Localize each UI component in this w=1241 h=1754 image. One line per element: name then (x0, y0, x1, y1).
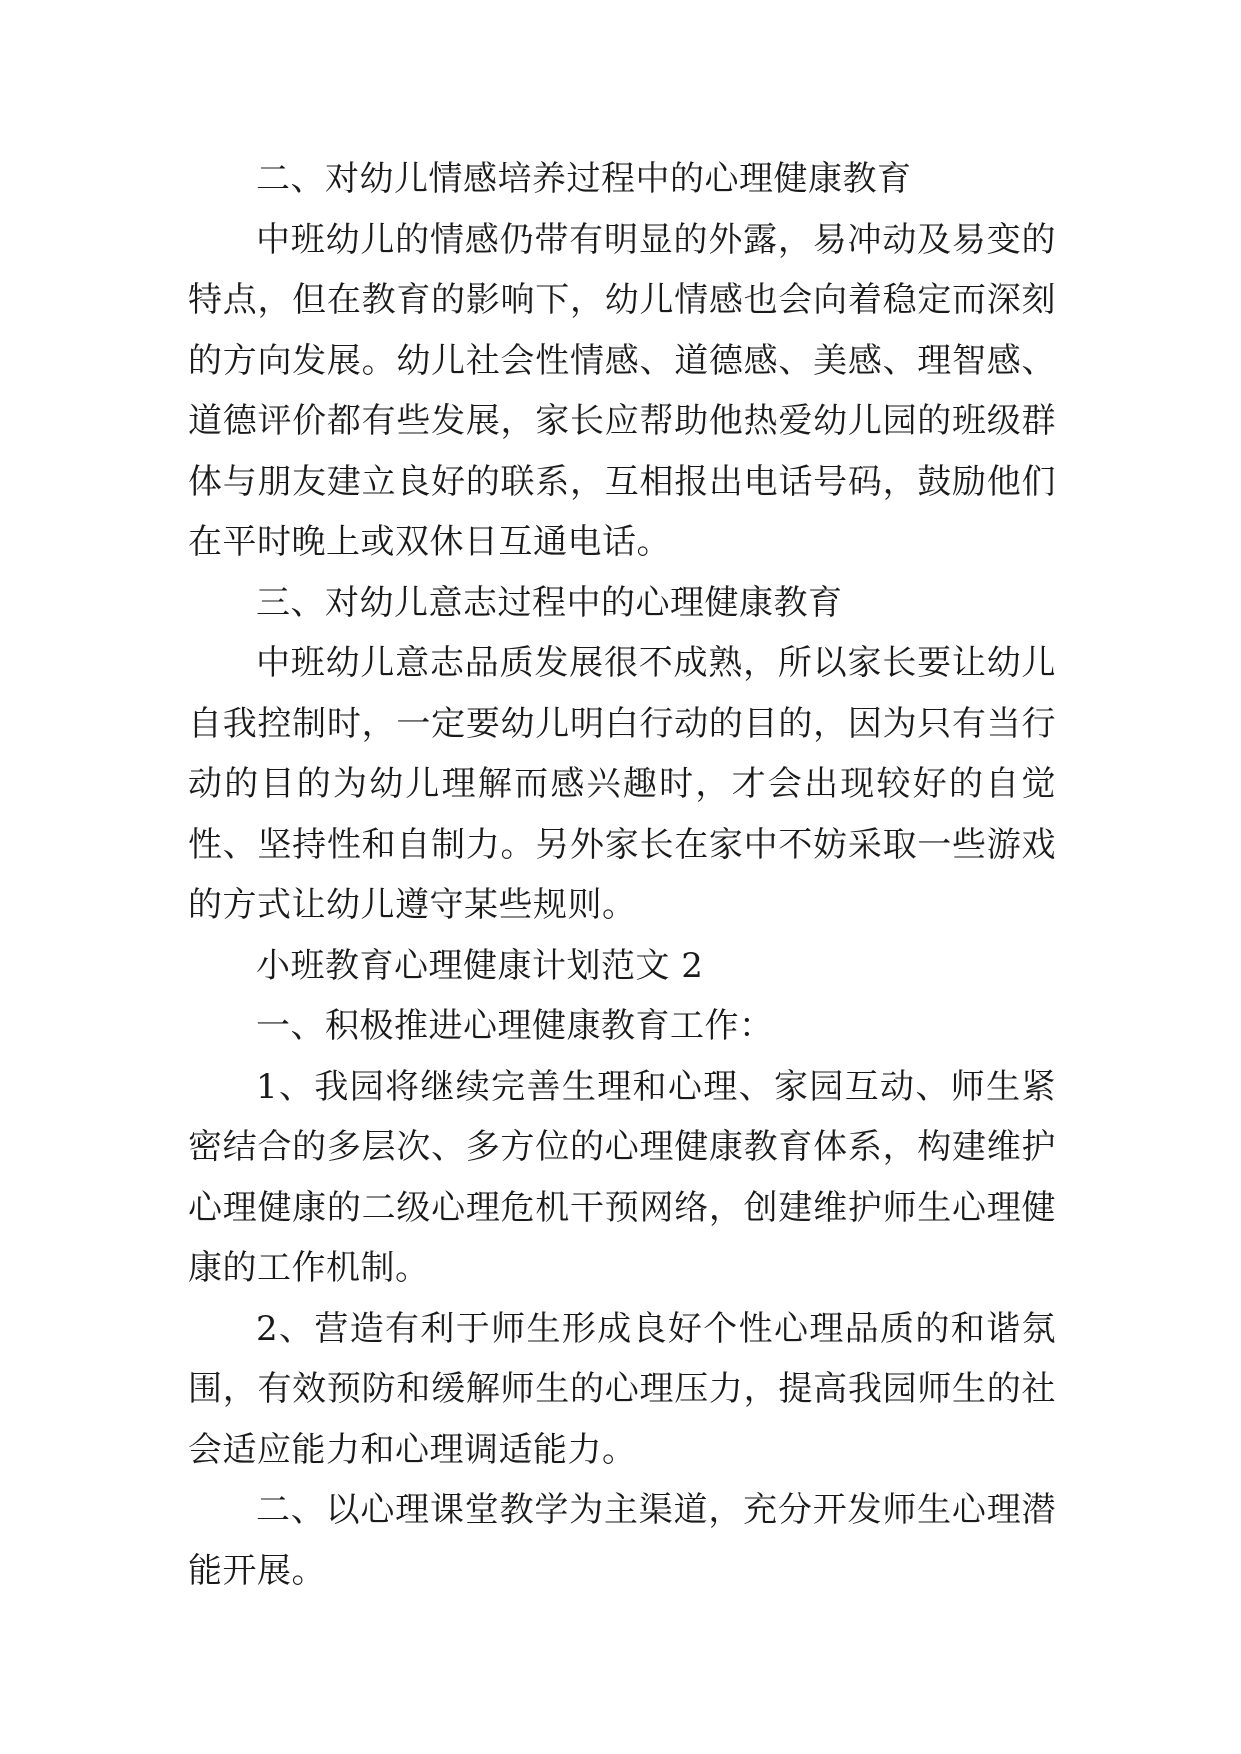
paragraph-will: 中班幼儿意志品质发展很不成熟，所以家长要让幼儿自我控制时，一定要幼儿明白行动的目的，因为只有当行动的目的为幼儿理解而感兴趣时，才会出现较好的自觉性、坚持性和自制力。另外家长在家中不妨采取一些游戏的方式让幼儿遵守某些规则。 (188, 643, 1056, 925)
paragraph-emotion: 中班幼儿的情感仍带有明显的外露，易冲动及易变的特点，但在教育的影响下，幼儿情感也会向着稳定而深刻的方向发展。幼儿社会性情感、道德感、美感、理智感、道德评价都有些发展，家长应帮助他热爱幼儿园的班级群体与朋友建立良好的联系，互相报出电话号码，鼓励他们在平时晚上或双休日互通电话。 (188, 219, 1056, 562)
document-body (188, 149, 1056, 1601)
list-item-2: 2、营造有利于师生形成良好个性心理品质的和谐氛围，有效预防和缓解师生的心理压力，提高我园师生的社会适应能力和心理调适能力。 (188, 1308, 1056, 1470)
section-heading-classroom: 二、以心理课堂教学为主渠道，充分开发师生心理潜能开展。 (188, 1490, 1056, 1591)
document-subtitle: 小班教育心理健康计划范文 2 (256, 945, 704, 986)
section-heading-will: 三、对幼儿意志过程中的心理健康教育 (256, 582, 843, 623)
section-heading-emotion: 二、对幼儿情感培养过程中的心理健康教育 (256, 159, 912, 199)
section-heading-promote: 一、积极推进心理健康教育工作： (256, 1006, 774, 1046)
list-item-1: 1、我园将继续完善生理和心理、家园互动、师生紧密结合的多层次、多方位的心理健康教育体系，构建维护心理健康的二级心理危机干预网络，创建维护师生心理健康的工作机制。 (188, 1066, 1056, 1288)
